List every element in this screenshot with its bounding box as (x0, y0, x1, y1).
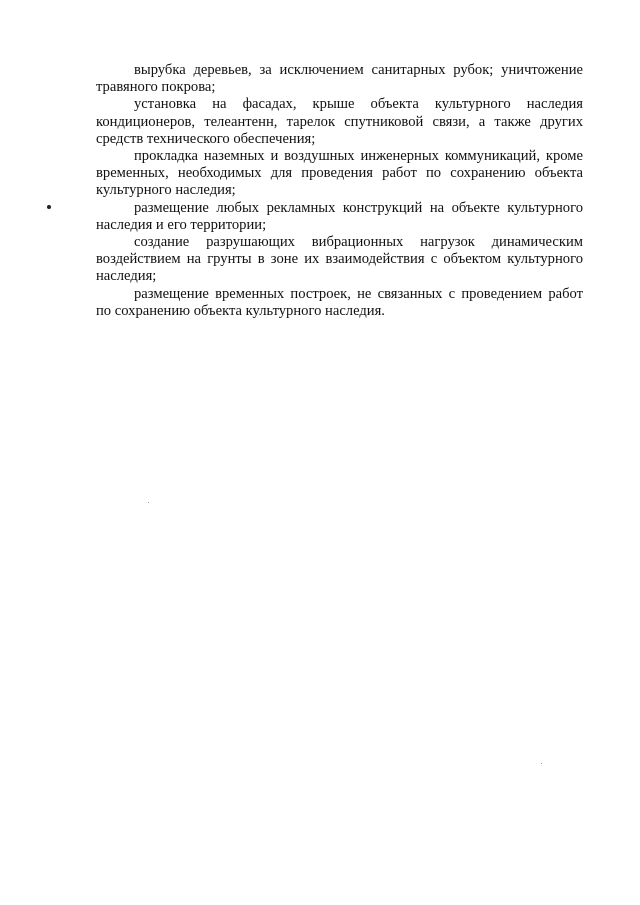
paragraph-temporary-buildings: размещение временных построек, не связанных с проведением работ по сохранению объекта культурного наследия. (96, 285, 583, 319)
paragraph-vibration-loads: создание разрушающих вибрационных нагрузок динамическим воздействием на грунты в зоне их взаимодействия с объектом культурного наследия; (96, 234, 583, 285)
scan-speck (541, 763, 542, 764)
paragraph-advertising: размещение любых рекламных конструкций на объекте культурного наследия и его территории; (96, 199, 583, 233)
paragraph-tree-cutting: вырубка деревьев, за исключением санитарных рубок; уничтожение травяного покрова; (96, 62, 583, 96)
paragraph-facade-installations: установка на фасадах, крыше объекта культурного наследия кондиционеров, телеантенн, тарелок спутниковой связи, а также других средств технического обеспечения; (96, 96, 583, 147)
body-text (96, 62, 583, 320)
scan-speck (148, 502, 149, 503)
scan-mark (47, 205, 51, 209)
paragraph-utility-lines: прокладка наземных и воздушных инженерных коммуникаций, кроме временных, необходимых для проведения работ по сохранению объекта культурного наследия; (96, 148, 583, 199)
